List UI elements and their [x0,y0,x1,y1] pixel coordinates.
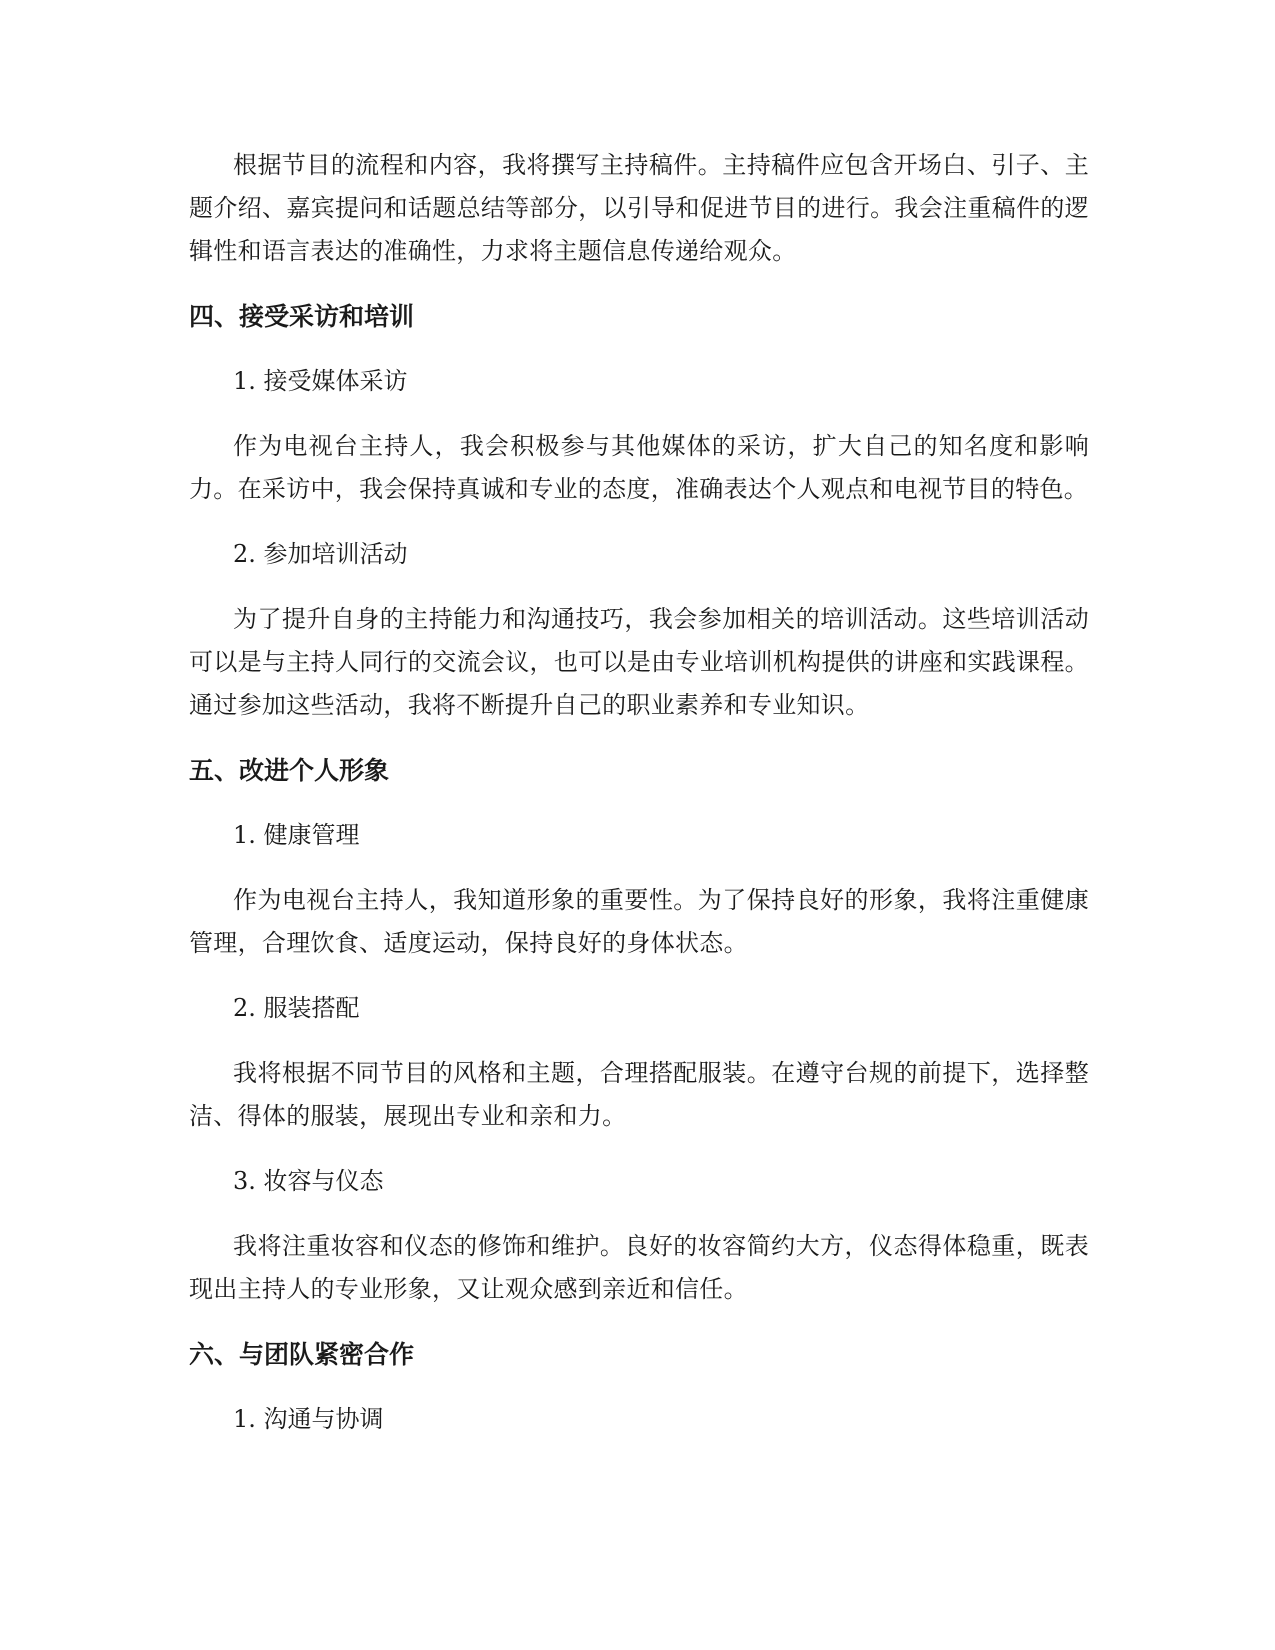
section-heading-teamwork: 六、与团队紧密合作 [189,1340,415,1369]
subheading-communication: 1. 沟通与协调 [233,1405,384,1433]
paragraph-media-interviews: 作为电视台主持人，我会积极参与其他媒体的采访，扩大自己的知名度和影响力。在采访中，我会保持真诚和专业的态度，准确表达个人观点和电视节目的特色。 [189,432,1089,503]
document-body [189,144,1089,1463]
subheading-training-activities: 2. 参加培训活动 [233,540,408,568]
subheading-media-interviews: 1. 接受媒体采访 [233,367,408,395]
subheading-clothing: 2. 服装搭配 [233,994,360,1022]
subheading-makeup-demeanor: 3. 妆容与仪态 [233,1167,384,1195]
paragraph-clothing: 我将根据不同节目的风格和主题，合理搭配服装。在遵守台规的前提下，选择整洁、得体的服装，展现出专业和亲和力。 [189,1059,1089,1130]
section-heading-personal-image: 五、改进个人形象 [189,756,390,785]
paragraph-script-writing: 根据节目的流程和内容，我将撰写主持稿件。主持稿件应包含开场白、引子、主题介绍、嘉宾提问和话题总结等部分，以引导和促进节目的进行。我会注重稿件的逻辑性和语言表达的准确性，力求将主题信息传递给观众。 [189,151,1089,265]
paragraph-health-management: 作为电视台主持人，我知道形象的重要性。为了保持良好的形象，我将注重健康管理，合理饮食、适度运动，保持良好的身体状态。 [189,886,1089,957]
paragraph-makeup-demeanor: 我将注重妆容和仪态的修饰和维护。良好的妆容简约大方，仪态得体稳重，既表现出主持人的专业形象，又让观众感到亲近和信任。 [189,1232,1089,1303]
section-heading-interviews-training: 四、接受采访和培训 [189,302,415,331]
paragraph-training-activities: 为了提升自身的主持能力和沟通技巧，我会参加相关的培训活动。这些培训活动可以是与主持人同行的交流会议，也可以是由专业培训机构提供的讲座和实践课程。通过参加这些活动，我将不断提升自己的职业素养和专业知识。 [189,605,1089,719]
subheading-health-management: 1. 健康管理 [233,821,360,849]
